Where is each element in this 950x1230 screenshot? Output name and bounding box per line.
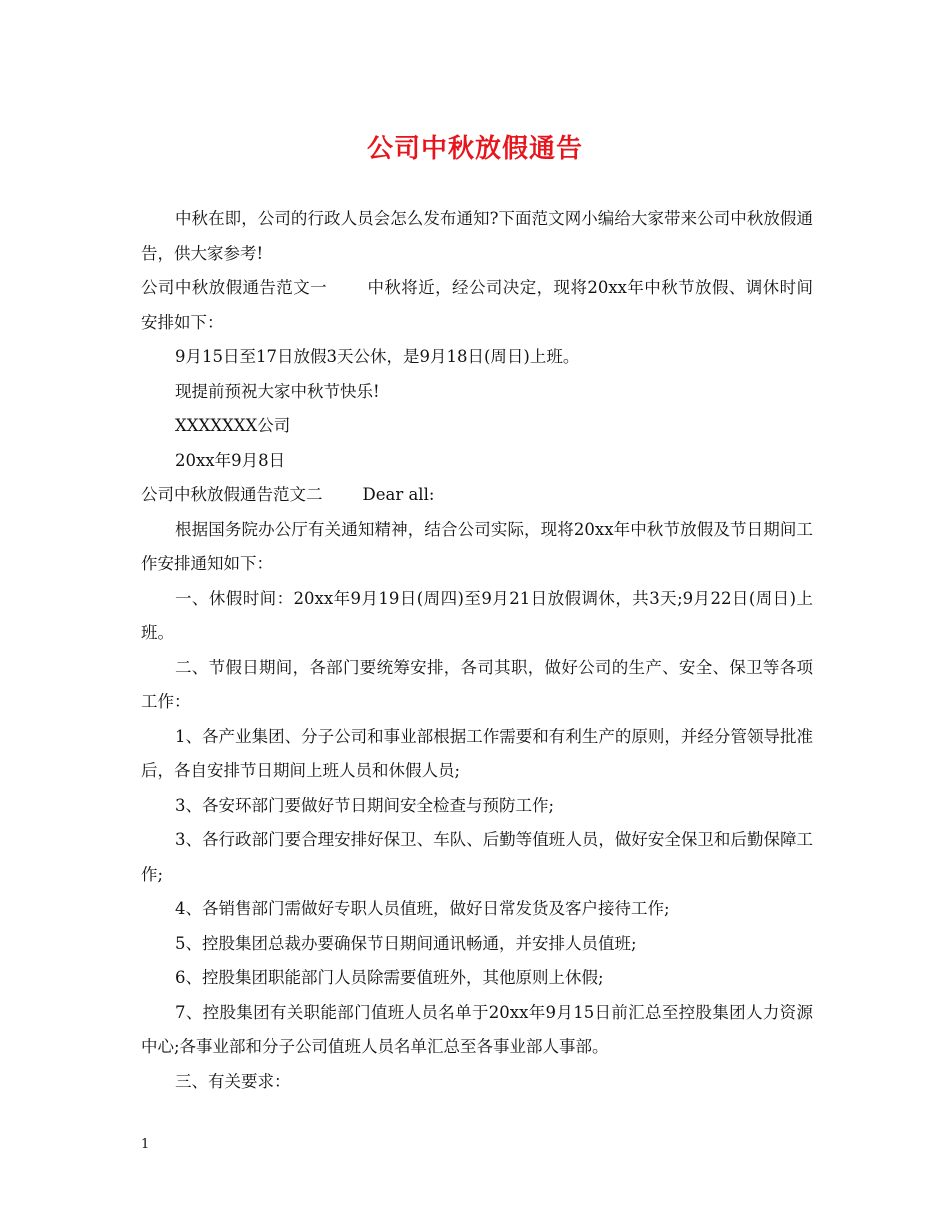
sample2-opening: 根据国务院办公厅有关通知精神，结合公司实际，现将20xx年中秋节放假及节日期间工作安排通知如下： (141, 519, 813, 573)
sample2-sub3: 3、各行政部门要合理安排好保卫、车队、后勤等值班人员，做好安全保卫和后勤保障工作; (141, 830, 813, 884)
sample1-paragraph (141, 271, 813, 340)
sample2-sub1: 1、各产业集团、分子公司和事业部根据工作需要和有利生产的原则，并经分管领导批准后，各自安排节日期间上班人员和休假人员; (141, 726, 813, 780)
sample2-sub5: 5、控股集团总裁办要确保节日期间通讯畅通，并安排人员值班; (175, 933, 637, 953)
document-body (141, 202, 813, 1099)
sample2-heading: 公司中秋放假通告范文二 (141, 485, 323, 504)
document-title: 公司中秋放假通告 (366, 134, 583, 164)
sample2-sub7: 7、控股集团有关职能部门值班人员名单于20xx年9月15日前汇总至控股集团人力资源中心;各事业部和分子公司值班人员名单汇总至各事业部人事部。 (141, 1002, 813, 1056)
sample1-company: XXXXXXX公司 (175, 416, 291, 435)
sample1-wish: 现提前预祝大家中秋节快乐! (175, 381, 380, 401)
intro-paragraph: 中秋在即，公司的行政人员会怎么发布通知?下面范文网小编给大家带来公司中秋放假通告，供大家参考! (141, 209, 813, 263)
sample1-date: 20xx年9月8日 (175, 450, 286, 470)
sample2-sub6: 6、控股集团职能部门人员除需要值班外，其他原则上休假; (175, 968, 604, 987)
sample2-item2: 二、节假日期间，各部门要统筹安排，各司其职，做好公司的生产、安全、保卫等各项工作： (141, 657, 813, 711)
sample2-greeting: Dear all: (362, 485, 435, 504)
sample1-schedule: 9月15日至17日放假3天公休，是9月18日(周日)上班。 (175, 347, 580, 366)
sample2-item3: 三、有关要求： (175, 1071, 291, 1091)
page-number: 1 (141, 1137, 150, 1152)
sample2-item1: 一、休假时间：20xx年9月19日(周四)至9月21日放假调休，共3天;9月22日(周日)上班。 (141, 588, 813, 642)
sample1-heading: 公司中秋放假通告范文一 (141, 278, 328, 297)
sample2-paragraph (141, 478, 813, 513)
sample1-opening: 中秋将近，经公司决定，现将20xx年中秋节放假、调休时间安排如下： (141, 278, 814, 332)
sample2-sub2: 3、各安环部门要做好节日期间安全检查与预防工作; (175, 795, 555, 815)
sample2-sub4: 4、各销售部门需做好专职人员值班，做好日常发货及客户接待工作; (175, 899, 670, 918)
